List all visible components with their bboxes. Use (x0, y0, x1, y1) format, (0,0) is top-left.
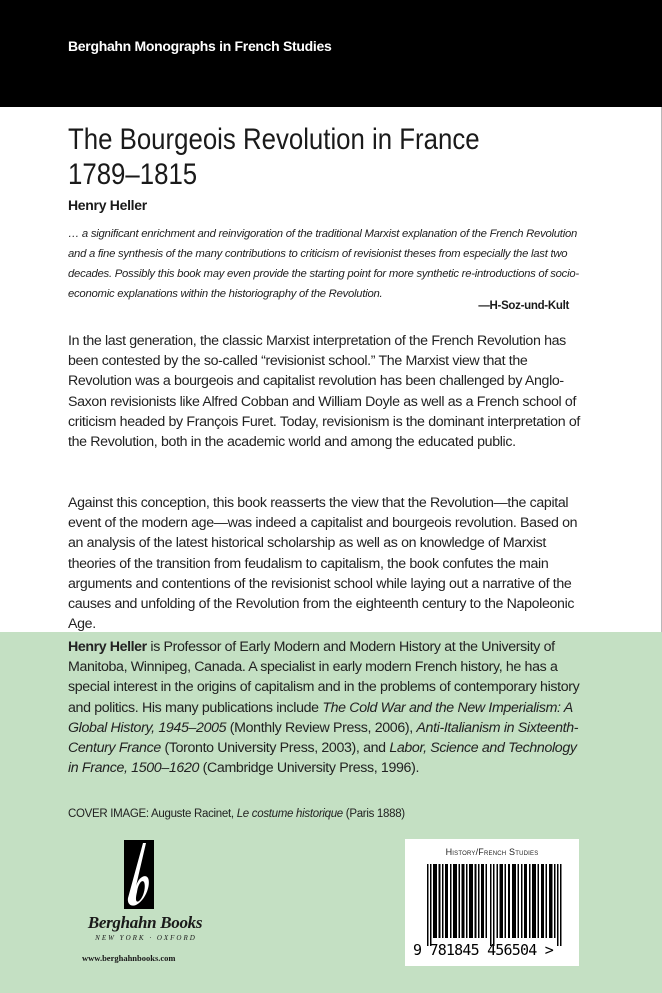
book-title (68, 122, 515, 192)
isbn-digits: 9 781845 456504 > (413, 941, 553, 959)
bio-author-name: Henry Heller (68, 639, 147, 655)
book-title-main: The Bourgeois Revolution in France (68, 123, 480, 156)
berghahn-logo-icon (124, 840, 154, 909)
bio-text: (Toronto University Press, 2003), and (160, 740, 390, 757)
publisher-url[interactable]: www.berghahnbooks.com (82, 953, 176, 963)
publisher-cities: NEW YORK · OXFORD (95, 934, 197, 942)
logo-b-glyph-icon (124, 840, 154, 909)
review-source: —H-Soz-und-Kult (478, 300, 569, 312)
review-quote: … a significant enrichment and reinvigoration of the traditional Marxist explanation of the French Revolution and a fine synthesis of the many contributions to criticism of revisionist theses from especially the last two decades. Possibly this book may even provide the starting point for more synthetic re-introductions of socio-economic explanations within the historiography of the Revolution. (68, 228, 579, 300)
series-title: Berghahn Monographs in French Studies (68, 38, 332, 54)
publisher-name: Berghahn Books (87, 913, 203, 932)
bio-book-title: The Cold War and the New Imperialism: A Global History, 1945–2005 (68, 699, 573, 736)
bio-text: (Cambridge University Press, 1996). (199, 760, 420, 777)
cover-credit-detail: (Paris 1888) (342, 808, 405, 820)
author-name: Henry Heller (68, 197, 147, 213)
cover-credit-label: COVER IMAGE: Auguste Racinet, (68, 808, 237, 820)
series-header-band (0, 0, 662, 107)
bio-book-title: Labor, Science and Technology in France, 1500–1620 (68, 740, 577, 777)
barcode-icon (427, 864, 563, 946)
description-paragraph-2: Against this conception, this book reasserts the view that the Revolution—the capital event of the modern age—was indeed a capitalist and bourgeois revolution. Based on an analysis of the latest historical scholarship as well as on knowledge of Marxist theories of the transition from feudalism to capitalism, the book confutes the main arguments and contentions of the revisionist school while laying out a narrative of the causes and unfolding of the Revolution from the eighteenth century to the Napoleonic Age. (68, 495, 578, 633)
book-title-dates: 1789–1815 (68, 158, 198, 191)
cover-credit-work: Le costume historique (236, 808, 343, 820)
author-bio (68, 637, 588, 778)
bio-text: (Monthly Review Press, 2006), (226, 719, 417, 736)
barcode-category: History/French Studies (445, 847, 539, 857)
bio-book-title: Anti-Italianism in Sixteenth-Century France (68, 719, 579, 757)
bio-text: is Professor of Early Modern and Modern History at the University of Manitoba, Winnipeg, Canada. A specialist in early modern French history, he has a special interest in the origins of capitalism and in the problems of contemporary history and politics. His many publications include (68, 639, 580, 716)
cover-image-credit (68, 808, 405, 820)
description-paragraph-1: In the last generation, the classic Marxist interpretation of the French Revolution has been contested by the so-called “revisionist school.” The Marxist view that the Revolution was a bourgeois and capitalist revolution has been challenged by Anglo-Saxon revisionists like Alfred Cobban and William Doyle as well as a French school of criticism headed by François Furet. Today, revisionism is the dominant interpretation of the Revolution, both in the academic world and among the educated public. (68, 333, 580, 451)
isbn-barcode-box (405, 839, 579, 966)
